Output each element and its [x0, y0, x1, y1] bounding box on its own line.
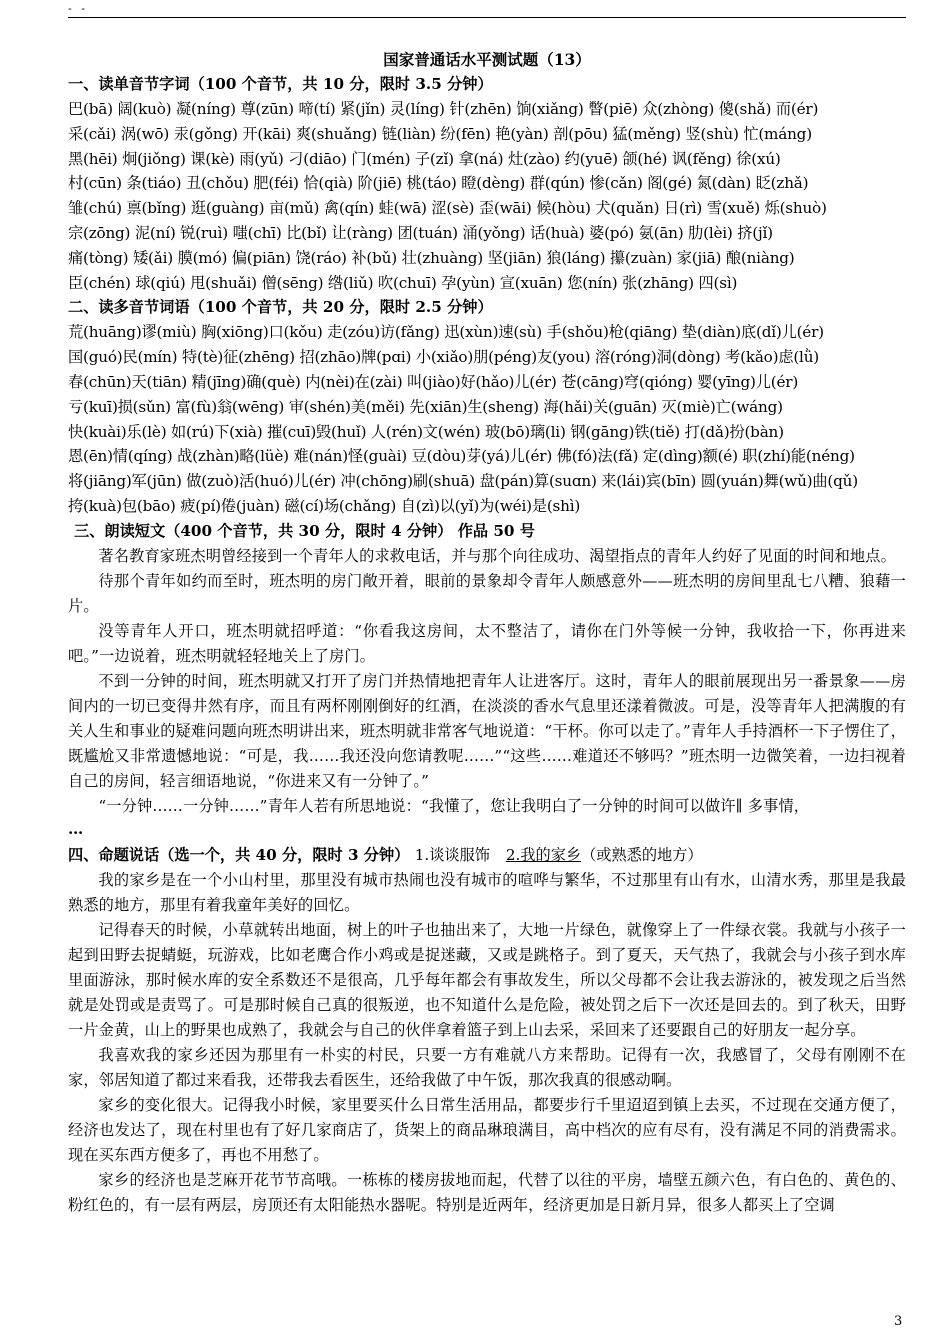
- speech-paragraph: 家乡的变化很大。记得我小时候，家里要买什么日常生活用品，都要步行千里迢迢到镇上去买，不过现在交通方便了，经济也发达了，现在村里也有了好几家商店了，货架上的商品琳琅满目，高中档次的应有尽有，没有满足不同的消费需求。现在买东西方便多了，再也不用愁了。: [68, 1095, 906, 1164]
- word-line: 国(guó)民(mín) 特(tè)征(zhēng) 招(zhāo)牌(pɑi) 小(xiǎo)朋(péng)友(you) 溶(róng)洞(dòng) 考(kǎo)虑(lǜ): [68, 348, 820, 367]
- word-line: 巴(bā) 阔(kuò) 凝(níng) 尊(zūn) 啼(tí) 紧(jǐn) 灵(líng) 针(zhēn) 饷(xiǎng) 瞥(piē) 众(zhòng) 傻(shǎ) 而(ér): [68, 100, 819, 118]
- topic-option-1: 1.谈谈服饰: [414, 845, 490, 864]
- word-line: 快(kuài)乐(lè) 如(rú)下(xià) 摧(cuī)毁(huǐ) 人(rén)文(wén) 玻(bō)璃(li) 钢(gāng)铁(tiě) 打(dǎ)扮(bàn): [68, 422, 784, 441]
- topic-option-2-note: （或熟悉的地方）: [581, 845, 703, 864]
- speech-paragraph: 我的家乡是在一个小山村里，那里没有城市热闹也没有城市的喧哗与繁华，不过那里有山有水，山清水秀，那里是我最熟悉的地方，那里有着我童年美好的回忆。: [68, 870, 906, 914]
- section-3-passage: [68, 544, 906, 843]
- header-rule: [68, 17, 906, 18]
- speech-paragraph: 家乡的经济也是芝麻开花节节高哦。一栋栋的楼房拔地而起，代替了以往的平房，墙壁五颜六色，有白色的、黄色的、粉红色的，有一层有两层，房顶还有太阳能热水器呢。特别是近两年，经济更加是日新月异，很多人都买上了空调: [68, 1170, 906, 1214]
- section-1-heading: 一、读单音节字词（100 个音节，共 10 分，限时 3.5 分钟）: [68, 75, 493, 93]
- section-3-heading: 三、朗读短文（400 个音节，共 30 分，限时 4 分钟） 作品 50 号: [74, 521, 535, 540]
- page-title: 国家普通话水平测试题（13）: [383, 50, 591, 69]
- passage-ellipsis: …: [68, 819, 84, 838]
- section-2-word-list: [68, 320, 906, 518]
- passage-paragraph: 待那个青年如约而至时，班杰明的房门敞开着，眼前的景象却令青年人颇感意外——班杰明的房间里乱七八糟、狼藉一片。: [68, 571, 906, 615]
- word-line: 挎(kuà)包(bāo) 疲(pí)倦(juàn) 磁(cí)场(chǎng) 自(zì)以(yǐ)为(wéi)是(shì): [68, 496, 581, 515]
- section-2-heading: 二、读多音节词语（100 个音节，共 20 分，限时 2.5 分钟）: [68, 298, 493, 317]
- word-line: 亏(kuī)损(sǔn) 富(fù)翁(wēng) 审(shén)美(měi) 先(xiān)生(sheng) 海(hǎi)关(guān) 灭(miè)亡(wáng): [68, 397, 783, 416]
- word-line: 痛(tòng) 矮(ǎi) 膜(mó) 偏(piān) 饶(ráo) 补(bǔ) 壮(zhuàng) 坚(jiān) 狼(láng) 攥(zuàn) 家(jiā) 酿(niàng): [68, 248, 795, 267]
- section-4-speech: [68, 868, 906, 1218]
- word-line: 村(cūn) 条(tiáo) 丑(chǒu) 肥(féi) 恰(qià) 阶(jiē) 桃(táo) 瞪(dèng) 群(qún) 惨(cǎn) 阁(gé) 氮(dàn) 眨(zhǎ): [68, 174, 809, 193]
- word-line: 采(cǎi) 涡(wō) 汞(gǒng) 开(kāi) 爽(shuǎng) 链(liàn) 纷(fēn) 艳(yàn) 剖(pōu) 猛(měng) 竖(shù) 忙(máng): [68, 124, 812, 143]
- header-mark: - -: [68, 2, 88, 15]
- passage-paragraph: 著名教育家班杰明曾经接到一个青年人的求救电话，并与那个向往成功、渴望指点的青年人约好了见面的时间和地点。: [98, 546, 896, 565]
- section-4-title: 四、命题说话（选一个，共 40 分，限时 3 分钟）: [68, 845, 410, 864]
- passage-paragraph: 不到一分钟的时间，班杰明就又打开了房门并热情地把青年人让进客厅。这时，青年人的眼前展现出另一番景象——房间内的一切已变得井然有序，而且有两杯刚刚倒好的红酒，在淡淡的香水气息里还漾着微波。可是，没等青年人把满腹的有关人生和事业的疑难问题向班杰明讲出来，班杰明就非常客气地说道：“干杯。你可以走了。”青年人手持酒杯一下子愣住了，既尴尬又非常遗憾地说：“可是，我……我还没向您请教呢……”“这些……难道还不够吗？”班杰明一边微笑着，一边扫视着自己的房间，轻言细语地说，“你进来又有一分钟了。”: [68, 671, 906, 790]
- speech-paragraph: 记得春天的时候，小草就转出地面，树上的叶子也抽出来了，大地一片绿色，就像穿上了一件绿衣裳。我就与小孩子一起到田野去捉蜻蜓，玩游戏，比如老鹰合作小鸡或是捉迷藏，又或是跳格子。到了夏天，天气热了，我就会与小孩子到水库里面游泳，那时候水库的安全系数还不是很高，几乎每年都会有事故发生，所以父母都不会让我去游泳的，被发现之后当然就是处罚或是责骂了。可是那时候自己真的很叛逆，也不知道什么是危险，被处罚之后下一次还是回去的。到了秋天，田野一片金黄，山上的野果也成熟了，我就会与自己的伙伴拿着篮子到上山去采，采回来了还要跟自己的好朋友一起分享。: [68, 920, 906, 1039]
- word-line: 将(jiāng)军(jūn) 做(zuò)活(huó)儿(ér) 冲(chōng)刷(shuā) 盘(pán)算(suɑn) 来(lái)宾(bīn) 圆(yuán)舞(wǔ)曲(qǔ): [68, 472, 858, 491]
- topic-option-2: 2.我的家乡: [505, 845, 582, 864]
- passage-paragraph: “一分钟……一分钟……”青年人若有所思地说：“我懂了，您让我明白了一分钟的时间可以做许∥ 多事情，: [98, 796, 810, 815]
- section-1-word-list: [68, 97, 906, 295]
- test-paper: [68, 48, 906, 1218]
- word-line: 宗(zōng) 泥(ní) 锐(ruì) 嗤(chī) 比(bǐ) 让(ràng) 团(tuán) 涌(yǒng) 话(huà) 婆(pó) 氨(ān) 肋(lèi) 挤(jǐ): [68, 223, 773, 242]
- word-line: 雏(chú) 禀(bǐng) 逛(guàng) 亩(mǔ) 禽(qín) 蛙(wā) 涩(sè) 歪(wāi) 候(hòu) 犬(quǎn) 日(rì) 雪(xuě) 烁(shuò): [68, 199, 827, 218]
- section-4-heading: [68, 843, 906, 868]
- word-line: 臣(chén) 球(qiú) 甩(shuǎi) 僧(sēng) 绺(liǔ) 吹(chuī) 孕(yùn) 宣(xuān) 您(nín) 张(zhāng) 四(sì): [68, 273, 738, 292]
- page-number: 3: [894, 1314, 903, 1329]
- speech-paragraph: 我喜欢我的家乡还因为那里有一朴实的村民，只要一方有难就八方来帮助。记得有一次，我感冒了，父母有刚刚不在家，邻居知道了都过来看我，还带我去看医生，还给我做了中午饭，那次我真的很感动啊。: [68, 1045, 906, 1089]
- word-line: 黑(hēi) 炯(jiǒng) 课(kè) 雨(yǔ) 刁(diāo) 门(mén) 子(zǐ) 拿(ná) 灶(zào) 约(yuē) 颌(hé) 讽(fěng) 徐(xú): [68, 149, 781, 168]
- word-line: 恩(ēn)情(qíng) 战(zhàn)略(lüè) 难(nán)怪(guài) 豆(dòu)芽(yá)儿(ér) 佛(fó)法(fǎ) 定(dìng)额(é) 职(zhí)能(néng): [68, 447, 855, 466]
- passage-paragraph: 没等青年人开口，班杰明就招呼道：“你看我这房间，太不整洁了，请你在门外等候一分钟，我收拾一下，你再进来吧。”一边说着，班杰明就轻轻地关上了房门。: [68, 621, 906, 665]
- word-line: 春(chūn)天(tiān) 精(jīng)确(què) 内(nèi)在(zài) 叫(jiào)好(hǎo)儿(ér) 苍(cāng)穹(qióng) 婴(yīng)儿(ér): [68, 372, 799, 391]
- word-line: 荒(huāng)谬(miù) 胸(xiōng)口(kǒu) 走(zóu)访(fǎng) 迅(xùn)速(sù) 手(shǒu)枪(qiāng) 垫(diàn)底(dǐ)儿(ér): [68, 323, 824, 342]
